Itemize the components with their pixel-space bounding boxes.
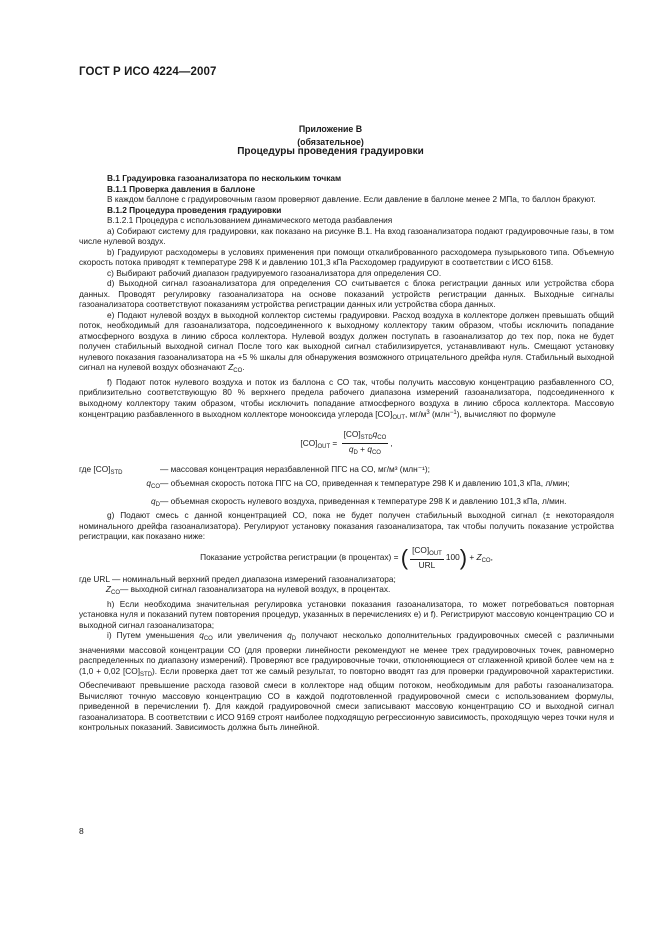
defz-sub: CO bbox=[111, 590, 120, 596]
definition-q-d bbox=[79, 496, 614, 511]
def3-desc: — объемная скорость нулевого воздуха, приведенная к температуре 298 К и давлению 101,3 кПа, л/мин. bbox=[160, 495, 567, 506]
units-supm1: −1 bbox=[449, 410, 457, 416]
f1-den-plus: + bbox=[357, 444, 368, 454]
def2-desc: — объемная скорость потока ПГС на СО, приведенная к температуре 298 К и давлению 101,3 кПа, л/мин; bbox=[160, 478, 570, 488]
formula2-z: Z bbox=[476, 551, 482, 562]
heading-b12: В.1.2 Процедура проведения градуировки bbox=[107, 204, 282, 215]
where-word: где bbox=[79, 463, 94, 474]
symbol-z: Z bbox=[228, 362, 234, 372]
definition-url: где URL — номинальный верхний предел диапазона измерений газоанализатора; bbox=[79, 573, 396, 584]
f1-den-b: q bbox=[367, 444, 372, 454]
document-header: ГОСТ Р ИСО 4224—2007 bbox=[79, 66, 217, 78]
formula-recorder-reading bbox=[79, 545, 614, 571]
def1-sub: STD bbox=[110, 469, 123, 476]
i-q1-sub: CO bbox=[203, 636, 213, 642]
formula1-numerator bbox=[342, 429, 389, 445]
formula2-fraction bbox=[410, 545, 444, 571]
formula-co-out bbox=[79, 429, 614, 459]
formula2-mult: 100 bbox=[445, 551, 460, 562]
formula1-lhs-sub: OUT bbox=[317, 443, 331, 450]
def3-sub: D bbox=[155, 501, 160, 508]
heading-b121: В.1.2.1 Процедура с использованием динамического метода разбавления bbox=[107, 215, 393, 225]
definition-co-std bbox=[79, 464, 614, 479]
formula2-plus: + bbox=[467, 551, 477, 562]
defz-desc: — выходной сигнал газоанализатора на нулевой воздух, в процентах. bbox=[120, 584, 391, 594]
f2-num: [CO] bbox=[412, 544, 430, 555]
f1-num-a: [CO] bbox=[343, 428, 361, 439]
defz-symbol: Z bbox=[105, 584, 111, 594]
paragraph-e-end: . bbox=[242, 362, 245, 372]
f1-den-a: q bbox=[348, 444, 354, 454]
i-q2-sub: D bbox=[291, 636, 297, 642]
units-text: , мг/м bbox=[404, 409, 427, 419]
formula1-denominator bbox=[342, 444, 389, 459]
i-text-a: i) Путем уменьшения bbox=[107, 630, 200, 640]
paragraph-c: с) Выбирают рабочий диапазон градуируемого газоанализатора для определения СО. bbox=[107, 267, 442, 278]
i-text-d: ). Если проверка дает тот же самый результат, то повторно вводят газ для проверки градуировочной характеристики. Обеспечивают превышение расхода газовой смеси в коллекторе над общим потоком, необходимым для работы газоанализатора. Вычисляют точную массовую концентрацию СО в каждой подготовленной градуировочной смеси с использованием формулы, приведенной в перечислении f). Для каждой градуировочной смеси записывают массовую концентрацию СО и выходной сигнал газоанализатора. В соответствии с ИСО 9169 строят наиболее подходящую регрессионную зависимость, проходящую через точки нуля и контрольных показаний. Зависимость должна быть линейной. bbox=[79, 665, 614, 732]
page-number: 8 bbox=[79, 826, 84, 836]
i-q2: q bbox=[287, 630, 292, 640]
def3-symbol: q bbox=[151, 495, 156, 506]
heading-b11: В.1.1 Проверка давления в баллоне bbox=[107, 183, 256, 194]
defz-term bbox=[79, 584, 120, 599]
formula2-lhs: Показание устройства регистрации (в процентах) = bbox=[200, 551, 401, 562]
paragraph-e-text: е) Подают нулевой воздух в выходной коллектор системы градуировки. Расход воздуха в коллекторе должен превышать общий поток, необходимый для газоанализатора, подсоединенного к выходному коллектору таким образом, чтобы исключить попадание атмосферного воздуха в линию сброса коллектора. Нулевой воздух должен поступать в газоанализатор до тех пор, пока не будет получен стабильный выходной сигнал После того как выходной сигнал стабилизируется, устанавливают нуль. Смещают установку нулевого показания газоанализатора на +5 % шкалы для обнаружения возможного отрицательного дрейфа нуля. Стабильный выходной сигнал на нулевой воздух обозначают bbox=[79, 309, 614, 372]
paragraph-i bbox=[79, 630, 614, 733]
paragraph-a: а) Собирают систему для градуировки, как показано на рисунке В.1. На вход газоанализатора подают градуировочные газы, в том числе нулевой воздух. bbox=[79, 225, 614, 246]
def3-term bbox=[79, 496, 160, 511]
paragraph-d: d) Выходной сигнал газоанализатора для определения СО считывается с блока регистрации данных или устройства сбора данных. Проводят регулировку газоанализатора на основе показаний устройств регистрации данных. Выходные сигналы газоанализатора соответствуют показаниям устройства регистрации данных или устройства сбора данных. bbox=[79, 278, 614, 309]
paragraph-f-text: f) Подают поток нулевого воздуха и поток из баллона с СО так, чтобы получить массовую концентрацию разбавленного СО, приблизительно соответствующую 80 % верхнего предела рабочего диапазона измерений газоанализатора, подсоединенного к выходному коллектору таким образом, чтобы исключить попадание атмосферного воздуха в линию сброса коллектора. Массовую концентрацию разбавленного в выходном коллекторе монооксида углерода [CO] bbox=[79, 376, 614, 419]
definition-q-co bbox=[79, 478, 614, 493]
formula2-numerator bbox=[410, 545, 444, 561]
annex-label: Приложение В bbox=[298, 124, 363, 134]
i-q1: q bbox=[199, 630, 204, 640]
formula2-close-paren: ) bbox=[459, 544, 468, 570]
f1-den-a-sub: D bbox=[353, 450, 358, 456]
def1-desc: — массовая концентрация неразбавленной ПГС на СО, мг/м³ (млн⁻¹); bbox=[160, 463, 430, 474]
formula2-end: , bbox=[490, 551, 493, 562]
i-std-sub: STD bbox=[140, 671, 153, 678]
def2-term bbox=[79, 478, 160, 493]
f1-den-b-sub: CO bbox=[371, 450, 381, 456]
i-text-c: получают несколько дополнительных градуировочных смесей с различными значениями массовой концентрации СО (для проверки линейности рекомендуют не менее трех градуировочных точек, равномерно распределенных по диапазону измерений). Проверяют все градуировочные точки, отклоняющиеся от сглаженной кривой более чем на ± (1,0 + 0,02 [CO] bbox=[79, 630, 614, 676]
formula1-lhs: [CO] bbox=[300, 437, 318, 448]
paragraph-b: b) Градуируют расходомеры в условиях применения при помощи откалиброванного расходомера пузырькового типа. Объемную скорость потока приводят к температуре 298 К и давлению 101,3 кПа Расходомер градуируют в соответствии с ИСО 6158. bbox=[79, 246, 614, 267]
f2-num-sub: OUT bbox=[429, 550, 442, 557]
paragraph-g: g) Подают смесь с данной концентрацией СО, пока не будет получен стабильный выходной сигнал (± некотораядоля номинального дрейфа газоанализатора). Регулируют установку показания газоанализатора, так чтобы получить показание устройства регистрации, как показано ниже: bbox=[79, 510, 614, 541]
paragraph-e bbox=[79, 310, 614, 377]
units-paren: (млн bbox=[429, 409, 450, 419]
paragraph-h: h) Если необходима значительная регулировка установки показания газоанализатора, то может потребоваться повторная установка нуля и показаний путем повторения процедур, указанных в перечислениях е) и f). Регистрируют массовую концентрацию СО и выходной сигнал газоанализатора; bbox=[79, 598, 614, 630]
symbol-z-sub: CO bbox=[233, 368, 243, 374]
annex-title: Процедуры проведения градуировки bbox=[237, 146, 424, 157]
units-sup3: 3 bbox=[426, 410, 430, 416]
paragraph-f bbox=[79, 377, 614, 424]
def2-sub: CO bbox=[151, 484, 160, 490]
i-text-b: или увеличения bbox=[212, 630, 288, 640]
paragraph-f-tail: ), вычисляют по формуле bbox=[456, 409, 556, 419]
f1-num-b-sub: CO bbox=[377, 434, 387, 441]
formula2-denominator: URL bbox=[418, 560, 436, 570]
formula1-comma: , bbox=[390, 437, 393, 448]
def1-term bbox=[79, 464, 160, 479]
def2-symbol: q bbox=[146, 478, 151, 488]
formula2-z-sub: CO bbox=[481, 557, 491, 564]
document-body bbox=[79, 173, 614, 733]
annex-status: (обязательное) bbox=[297, 137, 364, 147]
definition-z-co bbox=[79, 584, 614, 599]
def1-symbol: [CO] bbox=[93, 463, 111, 474]
heading-b1: В.1 Градуировка газоанализатора по нескольким точкам bbox=[107, 173, 342, 183]
paragraph-b11: В каждом баллоне с градуировочным газом проверяют давление. Если давление в баллоне менее 2 МПа, то баллон бракуют. bbox=[107, 194, 596, 204]
f1-num-b: q bbox=[372, 428, 378, 439]
co-out-sub: OUT bbox=[392, 415, 405, 421]
formula2-open-paren: ( bbox=[400, 544, 409, 570]
f1-num-a-sub: STD bbox=[360, 434, 373, 441]
formula1-eq: = bbox=[330, 437, 340, 448]
formula1-fraction bbox=[342, 429, 389, 459]
